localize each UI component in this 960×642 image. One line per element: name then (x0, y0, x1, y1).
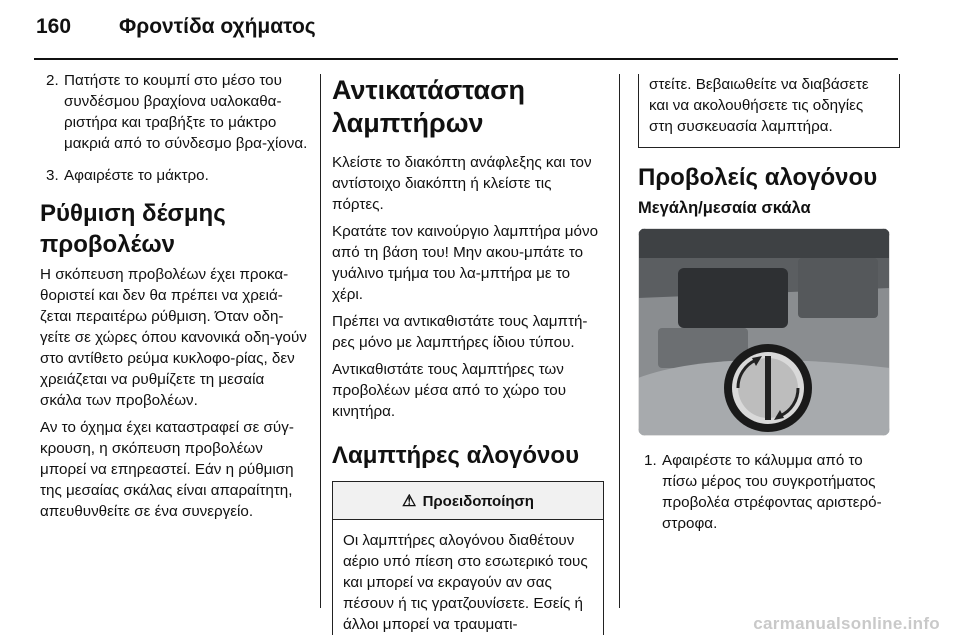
list-item (638, 450, 900, 534)
warning-header (333, 482, 603, 520)
engine-bay-photo (638, 228, 890, 436)
warning-text: στείτε. Βεβαιωθείτε να διαβάσετε και να ακολουθήσετε τις οδηγίες στη συσκευασία λαμπτήρα. (649, 76, 869, 135)
section-heading: Προβολείς αλογόνου (638, 164, 878, 191)
watermark: carmanualsonline.info (753, 614, 940, 633)
section-heading: Ρύθμιση δέσμης προβολέων (40, 200, 226, 258)
warning-triangle-icon: ⚠ (402, 493, 417, 510)
steps-list (638, 450, 900, 534)
running-title: Φροντίδα οχήματος (119, 15, 316, 38)
step-number: 3. (46, 167, 59, 184)
section-heading: Λαμπτήρες αλογόνου (332, 442, 580, 469)
column-1 (40, 70, 308, 528)
warning-text: Οι λαμπτήρες αλογόνου διαθέτουν αέριο υπό πίεση στο εσωτερικό τους και μπορεί να εκραγούν αν σας πέσουν ή τις γρατζουνίσετε. Εσείς ή άλλοι μπορεί να τραυματι- (343, 532, 588, 633)
warning-box (332, 481, 604, 635)
step-text: Πατήστε το κουμπί στο μέσο του συνδέσμου βραχίονα υαλοκαθα-ριστήρα και τραβήξτε το μάκτρο μακριά από το σύνδεσμο βρα-χίονα. (64, 72, 308, 152)
paragraph: Αντικαθιστάτε τους λαμπτήρες των προβολέων μέσα από το χώρο του κινητήρα. (332, 361, 567, 420)
list-item (40, 165, 308, 186)
steps-list (40, 70, 308, 186)
step-text: Αφαιρέστε το μάκτρο. (64, 167, 209, 184)
paragraph: Κρατάτε τον καινούργιο λαμπτήρα μόνο από τη βάση του! Μην ακου-μπάτε το γυάλινο τμήμα του λα-μπτήρα με το χέρι. (332, 223, 599, 303)
paragraph: Πρέπει να αντικαθιστάτε τους λαμπτή-ρες μόνο με λαμπτήρες ίδιου τύπου. (332, 313, 588, 351)
step-number: 2. (46, 72, 59, 89)
column-3 (638, 74, 900, 545)
warning-title: Προειδοποίηση (422, 493, 534, 510)
list-item (40, 70, 308, 154)
column-divider (619, 74, 620, 608)
paragraph: Αν το όχημα έχει καταστραφεί σε σύγ-κρουση, η σκόπευση προβολέων μπορεί να επηρεαστεί. Εάν η ρύθμιση της μεσαίας σκάλας είναι απαραίτητη, απευθυνθείτε σε ένα συνεργείο. (40, 419, 294, 520)
paragraph: Η σκόπευση προβολέων έχει προκα-θοριστεί και δεν θα πρέπει να χρειά-ζεται περαιτέρω ρύθμιση. Όταν οδη-γείτε σε χώρες όπου κανονικά οδη-γούν στο αντίθετο ρεύμα κυκλοφο-ρίας, δεν χρειάζεται να ρυθμίζετε τη μεσαία σκάλα των προβολέων. (40, 266, 307, 409)
warning-box-continued (638, 74, 900, 148)
subsection-heading: Μεγάλη/μεσαία σκάλα (638, 199, 811, 217)
column-divider (320, 74, 321, 608)
section-heading: Αντικατάσταση λαμπτήρων (332, 75, 526, 138)
step-number: 1. (644, 452, 657, 469)
column-2 (332, 70, 604, 635)
header-rule (34, 58, 898, 60)
paragraph: Κλείστε το διακόπτη ανάφλεξης και τον αντίστοιχο διακόπτη ή κλείστε τις πόρτες. (332, 154, 592, 213)
page-number: 160 (36, 15, 72, 38)
step-text: Αφαιρέστε το κάλυμμα από το πίσω μέρος του συγκροτήματος προβολέα στρέφοντας αριστερό-στροφα. (662, 452, 882, 532)
